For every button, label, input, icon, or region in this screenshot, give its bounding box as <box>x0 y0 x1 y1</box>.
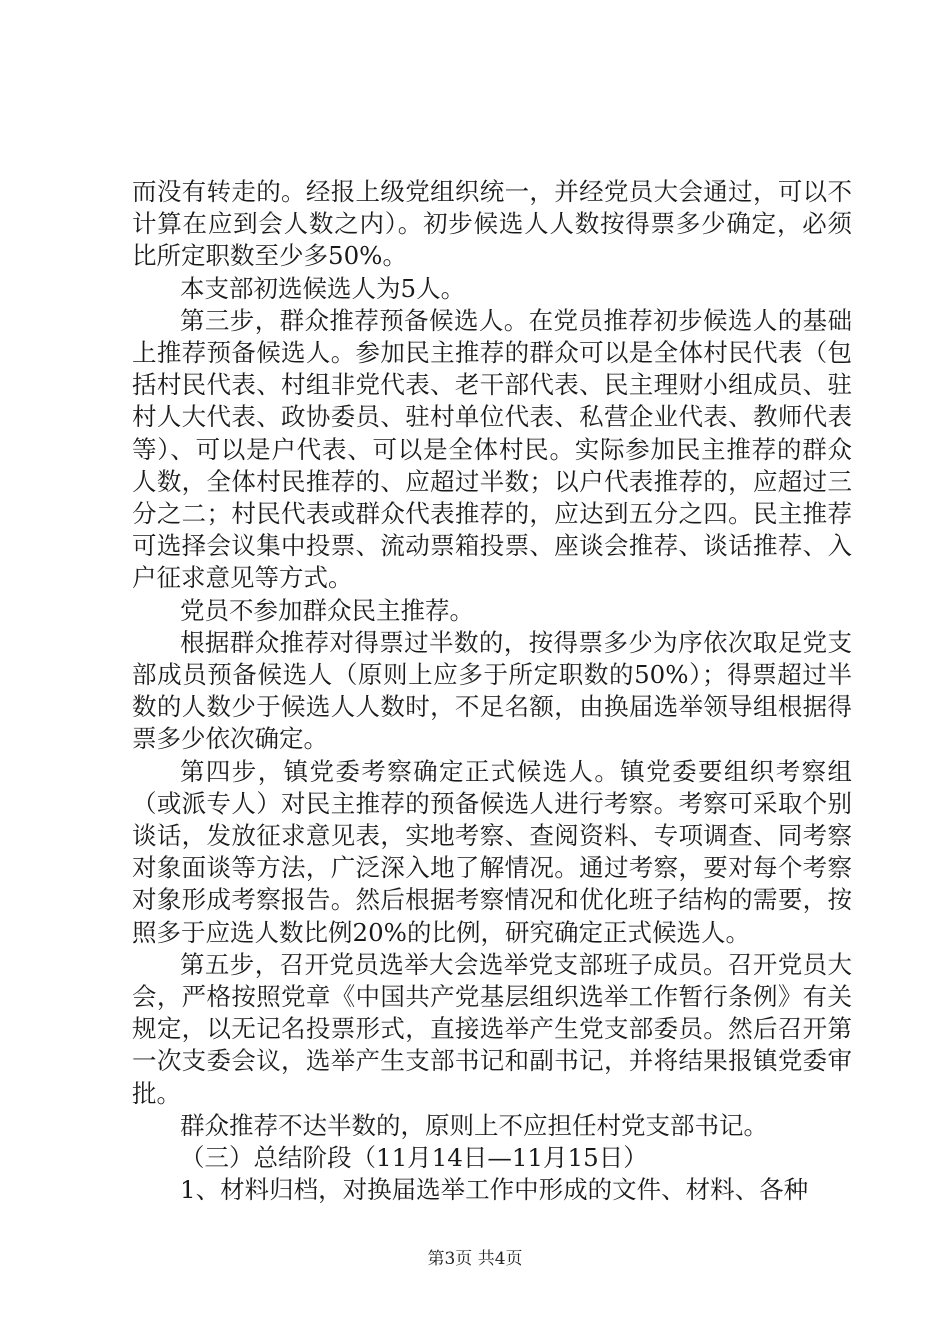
paragraph-step-four: 第四步，镇党委考察确定正式候选人。镇党委要组织考察组（或派专人）对民主推荐的预备候选人进行考察。考察可采取个别谈话，发放征求意见表，实地考察、查阅资料、专项调查、同考察对象面谈等方法，广泛深入地了解情况。通过考察，要对每个考察对象形成考察报告。然后根据考察情况和优化班子结构的需要，按照多于应选人数比例20%的比例，研究确定正式候选人。 <box>132 756 852 947</box>
paragraph-continuation: 而没有转走的。经报上级党组织统一，并经党员大会通过，可以不计算在应到会人数之内）。初步候选人人数按得票多少确定，必须比所定职数至少多50%。 <box>132 177 852 271</box>
page-number: 第3页 共4页 <box>427 1249 523 1269</box>
paragraph-members-excluded: 党员不参加群众民主推荐。 <box>180 595 474 625</box>
paragraph-vote-majority: 根据群众推荐对得票过半数的，按得票多少为序依次取足党支部成员预备候选人（原则上应多于所定职数的50%）；得票超过半数的人数少于候选人人数时，不足名额，由换届选举领导组根据得票多少依次确定。 <box>132 627 852 754</box>
paragraph-archive: 1、材料归档，对换届选举工作中形成的文件、材料、各种 <box>180 1175 809 1205</box>
paragraph-secretary-rule: 群众推荐不达半数的，原则上不应担任村党支部书记。 <box>180 1110 768 1140</box>
paragraph-initial-candidates: 本支部初选候选人为5人。 <box>180 273 466 303</box>
paragraph-step-five: 第五步，召开党员选举大会选举党支部班子成员。召开党员大会，严格按照党章《中国共产党基层组织选举工作暂行条例》有关规定，以无记名投票形式，直接选举产生党支部委员。然后召开第一次支委会议，选举产生支部书记和副书记，并将结果报镇党委审批。 <box>132 949 852 1108</box>
paragraph-step-three: 第三步，群众推荐预备候选人。在党员推荐初步候选人的基础上推荐预备候选人。参加民主推荐的群众可以是全体村民代表（包括村民代表、村组非党代表、老干部代表、民主理财小组成员、驻村人大代表、政协委员、驻村单位代表、私营企业代表、教师代表等）、可以是户代表、可以是全体村民。实际参加民主推荐的群众人数，全体村民推荐的、应超过半数；以户代表推荐的，应超过三分之二；村民代表或群众代表推荐的，应达到五分之四。民主推荐可选择会议集中投票、流动票箱投票、座谈会推荐、谈话推荐、入户征求意见等方式。 <box>132 305 852 593</box>
section-heading-summary: （三）总结阶段（11月14日—11月15日） <box>180 1143 648 1173</box>
document-body <box>132 176 852 1207</box>
